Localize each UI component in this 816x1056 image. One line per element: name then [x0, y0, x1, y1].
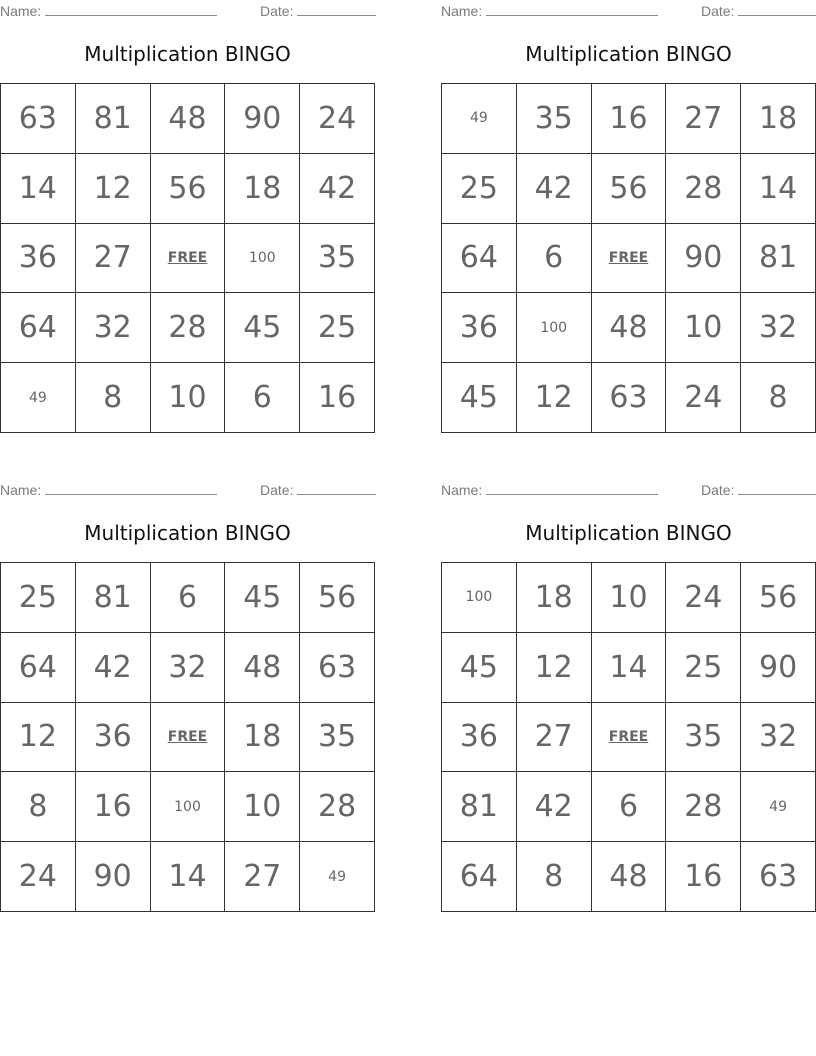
bingo-cell[interactable]: 48 — [592, 842, 667, 912]
name-label: Name: — [441, 482, 483, 498]
date-label: Date: — [701, 482, 735, 498]
bingo-cell[interactable]: 48 — [592, 293, 667, 363]
date-label: Date: — [260, 482, 294, 498]
bingo-cell[interactable]: 42 — [517, 154, 592, 224]
bingo-grid — [0, 562, 375, 912]
bingo-cell[interactable]: 12 — [517, 633, 592, 703]
bingo-cell[interactable]: 49 — [1, 363, 76, 433]
bingo-cell[interactable]: 28 — [151, 293, 226, 363]
bingo-cell[interactable]: 63 — [592, 363, 667, 433]
bingo-card-2 — [441, 0, 816, 416]
bingo-cell[interactable]: 42 — [517, 772, 592, 842]
bingo-cell[interactable]: 49 — [300, 842, 375, 912]
bingo-cell[interactable]: 49 — [442, 84, 517, 154]
bingo-cell[interactable]: 56 — [741, 563, 816, 633]
bingo-cell[interactable]: 28 — [300, 772, 375, 842]
free-space-cell[interactable]: FREE — [592, 224, 667, 294]
bingo-cell[interactable]: 14 — [1, 154, 76, 224]
bingo-cell[interactable]: 45 — [225, 563, 300, 633]
bingo-cell[interactable]: 56 — [151, 154, 226, 224]
name-field-line[interactable] — [486, 494, 658, 495]
card-header — [0, 479, 376, 501]
bingo-cell[interactable]: 35 — [666, 703, 741, 773]
bingo-cell[interactable]: 32 — [151, 633, 226, 703]
bingo-card-4 — [441, 479, 816, 895]
bingo-cell[interactable]: 63 — [741, 842, 816, 912]
bingo-cell[interactable]: 100 — [517, 293, 592, 363]
bingo-cell[interactable]: 36 — [442, 293, 517, 363]
free-space-cell[interactable]: FREE — [592, 703, 667, 773]
date-field-line[interactable] — [738, 15, 816, 16]
bingo-grid — [441, 562, 816, 912]
bingo-cell[interactable]: 27 — [666, 84, 741, 154]
date-label: Date: — [260, 3, 294, 19]
bingo-cell[interactable]: 48 — [151, 84, 226, 154]
card-header — [441, 0, 816, 22]
date-field-line[interactable] — [738, 494, 816, 495]
bingo-cell[interactable]: 32 — [741, 703, 816, 773]
bingo-cell[interactable]: 12 — [76, 154, 151, 224]
bingo-cell[interactable]: 63 — [300, 633, 375, 703]
bingo-cell[interactable]: 10 — [592, 563, 667, 633]
bingo-cell[interactable]: 28 — [666, 772, 741, 842]
name-field-line[interactable] — [486, 15, 658, 16]
bingo-cell[interactable]: 18 — [225, 154, 300, 224]
bingo-cell[interactable]: 64 — [442, 842, 517, 912]
bingo-card-1 — [0, 0, 376, 416]
bingo-cell[interactable]: 12 — [517, 363, 592, 433]
bingo-cell[interactable]: 81 — [741, 224, 816, 294]
card-header — [0, 0, 376, 22]
bingo-cell[interactable]: 27 — [517, 703, 592, 773]
bingo-cell[interactable]: 28 — [666, 154, 741, 224]
bingo-cell[interactable]: 32 — [741, 293, 816, 363]
bingo-cell[interactable]: 25 — [666, 633, 741, 703]
bingo-cell[interactable]: 42 — [300, 154, 375, 224]
bingo-cell[interactable]: 25 — [1, 563, 76, 633]
bingo-cell[interactable]: 14 — [741, 154, 816, 224]
bingo-cell[interactable]: 64 — [1, 633, 76, 703]
bingo-cell[interactable]: 16 — [76, 772, 151, 842]
card-title: Multiplication BINGO — [525, 42, 732, 66]
name-field-line[interactable] — [45, 15, 217, 16]
bingo-grid — [0, 83, 375, 433]
bingo-cell[interactable]: 36 — [1, 224, 76, 294]
bingo-cell[interactable]: 49 — [741, 772, 816, 842]
bingo-cell[interactable]: 81 — [76, 84, 151, 154]
bingo-cell[interactable]: 18 — [741, 84, 816, 154]
card-header — [441, 479, 816, 501]
bingo-cell[interactable]: 64 — [442, 224, 517, 294]
bingo-cell[interactable]: 100 — [442, 563, 517, 633]
bingo-cell[interactable]: 16 — [666, 842, 741, 912]
name-label: Name: — [0, 482, 42, 498]
bingo-cell[interactable]: 6 — [225, 363, 300, 433]
bingo-cell[interactable]: 27 — [76, 224, 151, 294]
bingo-cell[interactable]: 24 — [666, 563, 741, 633]
bingo-cell[interactable]: 35 — [517, 84, 592, 154]
bingo-cell[interactable]: 63 — [1, 84, 76, 154]
bingo-cell[interactable]: 90 — [666, 224, 741, 294]
bingo-cell[interactable]: 48 — [225, 633, 300, 703]
name-label: Name: — [0, 3, 42, 19]
bingo-cell[interactable]: 56 — [300, 563, 375, 633]
date-field-line[interactable] — [297, 494, 376, 495]
free-space-cell[interactable]: FREE — [151, 224, 226, 294]
bingo-card-3 — [0, 479, 376, 895]
bingo-cell[interactable]: 16 — [300, 363, 375, 433]
free-space-cell[interactable]: FREE — [151, 703, 226, 773]
bingo-cell[interactable]: 14 — [151, 842, 226, 912]
bingo-cell[interactable]: 6 — [151, 563, 226, 633]
bingo-cell[interactable]: 8 — [1, 772, 76, 842]
card-title: Multiplication BINGO — [84, 521, 291, 545]
bingo-cell[interactable]: 81 — [76, 563, 151, 633]
bingo-cell[interactable]: 10 — [225, 772, 300, 842]
bingo-cell[interactable]: 35 — [300, 703, 375, 773]
bingo-cell[interactable]: 24 — [666, 363, 741, 433]
name-label: Name: — [441, 3, 483, 19]
bingo-cell[interactable]: 14 — [592, 633, 667, 703]
bingo-cell[interactable]: 81 — [442, 772, 517, 842]
bingo-cell[interactable]: 36 — [442, 703, 517, 773]
bingo-cell[interactable]: 32 — [76, 293, 151, 363]
card-title: Multiplication BINGO — [84, 42, 291, 66]
bingo-cell[interactable]: 45 — [442, 363, 517, 433]
bingo-cell[interactable]: 10 — [151, 363, 226, 433]
bingo-cell[interactable]: 100 — [151, 772, 226, 842]
bingo-cell[interactable]: 56 — [592, 154, 667, 224]
bingo-cell[interactable]: 64 — [1, 293, 76, 363]
bingo-cell[interactable]: 24 — [300, 84, 375, 154]
bingo-cell[interactable]: 24 — [1, 842, 76, 912]
bingo-cell[interactable]: 36 — [76, 703, 151, 773]
bingo-cell[interactable]: 27 — [225, 842, 300, 912]
bingo-cell[interactable]: 42 — [76, 633, 151, 703]
bingo-grid — [441, 83, 816, 433]
bingo-cell[interactable]: 90 — [741, 633, 816, 703]
bingo-cell[interactable]: 18 — [225, 703, 300, 773]
bingo-cell[interactable]: 90 — [76, 842, 151, 912]
date-label: Date: — [701, 3, 735, 19]
bingo-cell[interactable]: 25 — [442, 154, 517, 224]
bingo-cell[interactable]: 12 — [1, 703, 76, 773]
bingo-cell[interactable]: 100 — [225, 224, 300, 294]
bingo-cell[interactable]: 8 — [741, 363, 816, 433]
bingo-cell[interactable]: 6 — [592, 772, 667, 842]
bingo-cell[interactable]: 18 — [517, 563, 592, 633]
date-field-line[interactable] — [297, 15, 376, 16]
bingo-cell[interactable]: 45 — [442, 633, 517, 703]
bingo-cell[interactable]: 45 — [225, 293, 300, 363]
bingo-cell[interactable]: 10 — [666, 293, 741, 363]
bingo-cell[interactable]: 8 — [517, 842, 592, 912]
bingo-cell[interactable]: 25 — [300, 293, 375, 363]
name-field-line[interactable] — [45, 494, 217, 495]
bingo-cell[interactable]: 90 — [225, 84, 300, 154]
bingo-cell[interactable]: 16 — [592, 84, 667, 154]
card-title: Multiplication BINGO — [525, 521, 732, 545]
bingo-cell[interactable]: 6 — [517, 224, 592, 294]
bingo-cell[interactable]: 35 — [300, 224, 375, 294]
bingo-cell[interactable]: 8 — [76, 363, 151, 433]
